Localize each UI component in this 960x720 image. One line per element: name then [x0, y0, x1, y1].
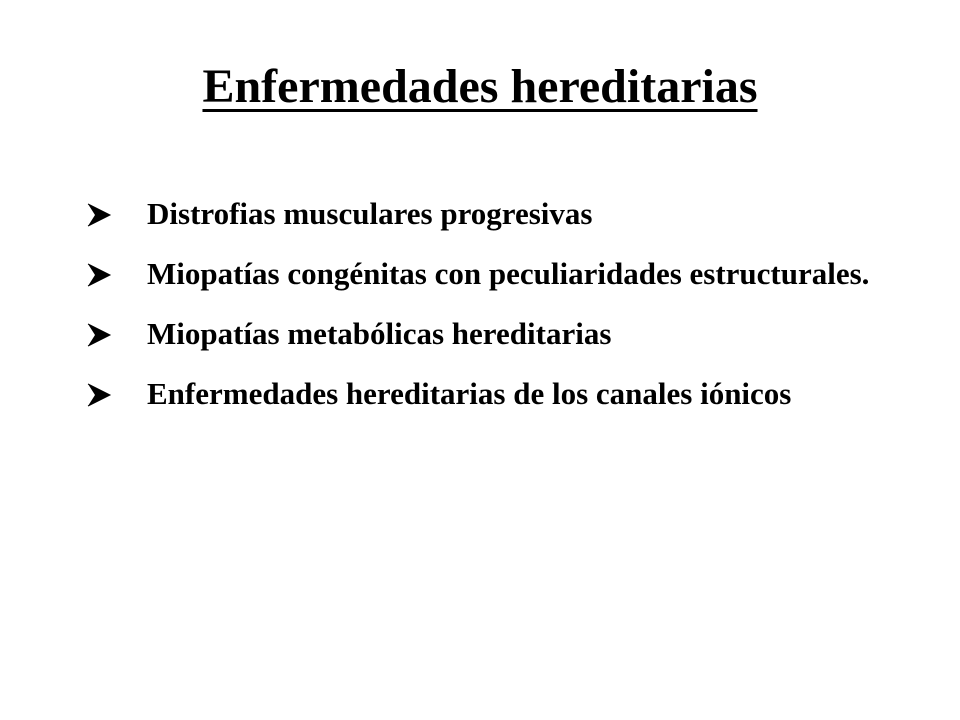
arrowhead-bullet-icon	[86, 322, 112, 348]
arrowhead-bullet-icon	[86, 202, 112, 228]
bullet-text: Miopatías metabólicas hereditarias	[147, 316, 612, 351]
arrowhead-bullet-icon	[86, 262, 112, 288]
bullet-item	[86, 372, 886, 416]
bullet-text: Distrofias musculares progresivas	[147, 196, 593, 231]
slide-title: Enfermedades hereditarias	[202, 60, 758, 113]
bullet-item	[86, 312, 886, 356]
bullet-list	[86, 192, 886, 432]
bullet-text: Miopatías congénitas con peculiaridades estructurales.	[147, 256, 870, 291]
arrowhead-bullet-icon	[86, 382, 112, 408]
bullet-item	[86, 252, 886, 296]
bullet-item	[86, 192, 886, 236]
bullet-text: Enfermedades hereditarias de los canales iónicos	[147, 376, 792, 411]
